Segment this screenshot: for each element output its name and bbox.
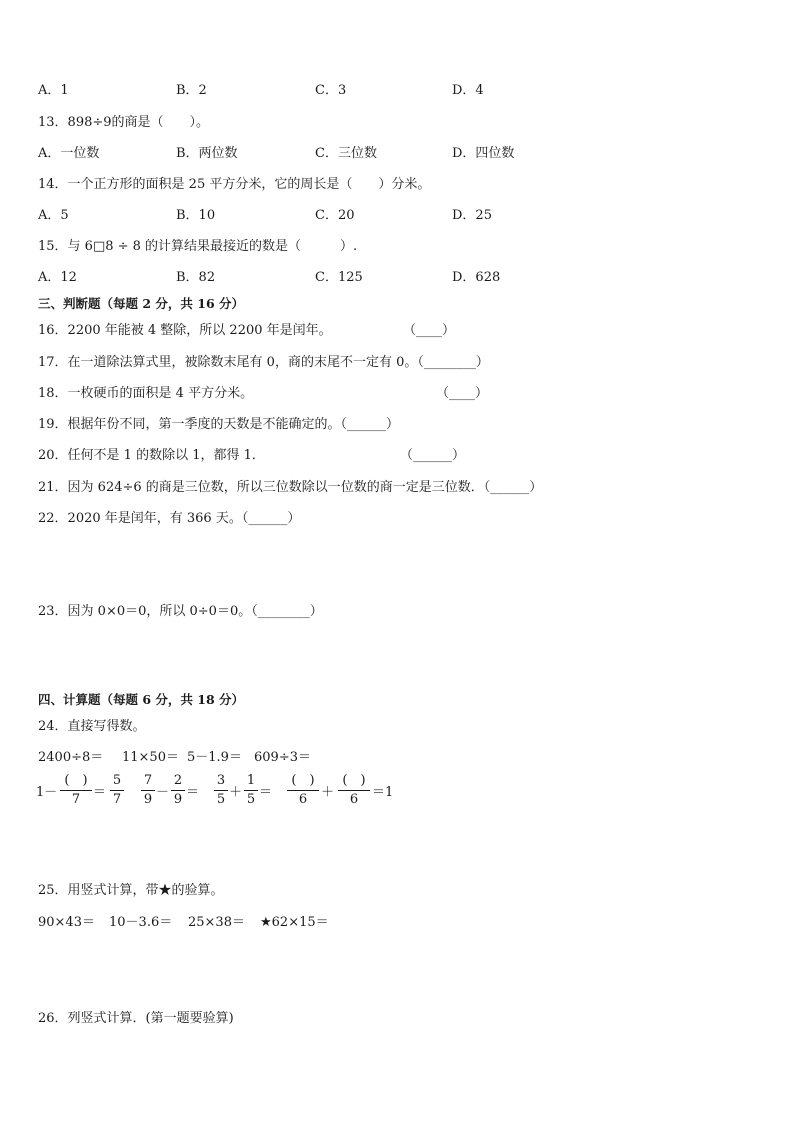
judge-20-answer-blank[interactable]: （______）: [400, 448, 466, 463]
fraction-2-over-9: 2 9: [171, 773, 185, 808]
plus-sign: ＋: [229, 785, 243, 800]
judge-20: 20．任何不是 1 的数除以 1，都得 1．: [38, 448, 265, 463]
q14-option-c: C．20: [315, 208, 355, 223]
fraction-blank-over-6-a: ( ) 6: [287, 773, 319, 808]
q13-option-c: C．三位数: [315, 146, 377, 161]
q13-stem: 13．898÷9的商是（ ）。: [38, 115, 210, 130]
q24-item-1: 2400÷8＝: [38, 750, 104, 765]
equals-sign: ＝: [186, 785, 200, 800]
q13-option-a: A．一位数: [38, 146, 100, 161]
fraction-denominator: 7: [71, 792, 81, 807]
q12-option-c: C．3: [315, 83, 347, 98]
fraction-numerator-blank[interactable]: ( ): [64, 773, 88, 788]
judge-16: 16．2200 年能被 4 整除，所以 2200 年是闰年。: [38, 323, 332, 338]
judge-22-answer-blank[interactable]: （______）: [241, 511, 301, 526]
q14-option-a: A．5: [38, 208, 69, 223]
q25-item-3: 25×38＝: [188, 915, 245, 930]
judge-17-answer-blank[interactable]: （________）: [417, 355, 489, 370]
judge-18: 18．一枚硬币的面积是 4 平方分米。: [38, 386, 254, 401]
q15-option-d: D．628: [452, 270, 501, 285]
judge-21-answer-blank[interactable]: （______）: [483, 480, 543, 495]
section-4-title: 四、计算题（每题 6 分，共 18 分）: [38, 692, 245, 707]
q24-item-4: 609÷3＝: [254, 750, 311, 765]
fraction-blank-over-6-b: ( ) 6: [338, 773, 370, 808]
judge-19-answer-blank[interactable]: （______）: [340, 417, 400, 432]
q24-item-2: 11×50＝: [122, 750, 179, 765]
equals-one: ＝1: [372, 785, 394, 800]
fraction-1-over-5: 1 5: [244, 773, 258, 808]
q12-option-a: A．1: [38, 83, 69, 98]
q14-option-b: B．10: [176, 208, 216, 223]
q25-item-4: ★62×15＝: [260, 915, 329, 930]
section-3-title: 三、判断题（每题 2 分，共 16 分）: [38, 296, 245, 311]
judge-22: [38, 510, 300, 528]
q24-item-3: 5－1.9＝: [187, 750, 242, 765]
q13-option-b: B．两位数: [176, 146, 238, 161]
fraction-7-over-9: 7 9: [141, 773, 155, 808]
fraction-5-over-7: 5 7: [110, 773, 124, 808]
q15-option-b: B．82: [176, 270, 216, 285]
judge-23-text: 23．因为 0×0＝0，所以 0÷0＝0。: [38, 604, 252, 619]
judge-19-text: 19．根据年份不同，第一季度的天数是不能确定的。: [38, 417, 341, 432]
fraction-numerator-blank[interactable]: ( ): [342, 773, 366, 788]
q24-stem: 24．直接写得数。: [38, 719, 146, 734]
equals-sign: ＝: [93, 785, 107, 800]
judge-19: [38, 416, 399, 434]
judge-23-answer-blank[interactable]: （________）: [251, 604, 323, 619]
q15-stem: 15．与 6□8 ÷ 8 的计算结果最接近的数是（ ）.: [38, 239, 358, 254]
q25-item-2: 10－3.6＝: [109, 915, 173, 930]
judge-17-text: 17．在一道除法算式里，被除数末尾有 0，商的末尾不一定有 0。: [38, 355, 418, 370]
q25-stem: 25．用竖式计算，带★的验算。: [38, 883, 224, 898]
judge-21: [38, 479, 542, 497]
q15-option-a: A．12: [38, 270, 77, 285]
minus-sign: －: [156, 785, 170, 800]
q14-stem: 14．一个正方形的面积是 25 平方分米，它的周长是（ ）分米。: [38, 177, 431, 192]
q15-option-c: C．125: [315, 270, 363, 285]
q24-fraction-blank-over-7: [60, 773, 92, 808]
judge-17: [38, 354, 489, 372]
q14-option-d: D．25: [452, 208, 492, 223]
judge-18-answer-blank[interactable]: （____）: [436, 386, 489, 401]
judge-22-text: 22．2020 年是闰年，有 366 天。: [38, 511, 242, 526]
q26-stem: 26．列竖式计算．(第一题要验算): [38, 1011, 234, 1026]
q25-item-1: 90×43＝: [38, 915, 95, 930]
fraction-numerator-blank[interactable]: ( ): [291, 773, 315, 788]
judge-16-answer-blank[interactable]: （____）: [403, 323, 456, 338]
judge-23: [38, 603, 323, 621]
equals-sign: ＝: [259, 785, 273, 800]
q13-option-d: D．四位数: [452, 146, 515, 161]
q12-option-d: D．4: [452, 83, 484, 98]
plus-sign: ＋: [321, 785, 335, 800]
judge-21-text: 21．因为 624÷6 的商是三位数，所以三位数除以一位数的商一定是三位数．: [38, 480, 484, 495]
q24-fraction-expr-1-whole: 1－: [36, 785, 58, 800]
q12-option-b: B．2: [176, 83, 207, 98]
fraction-3-over-5: 3 5: [214, 773, 228, 808]
